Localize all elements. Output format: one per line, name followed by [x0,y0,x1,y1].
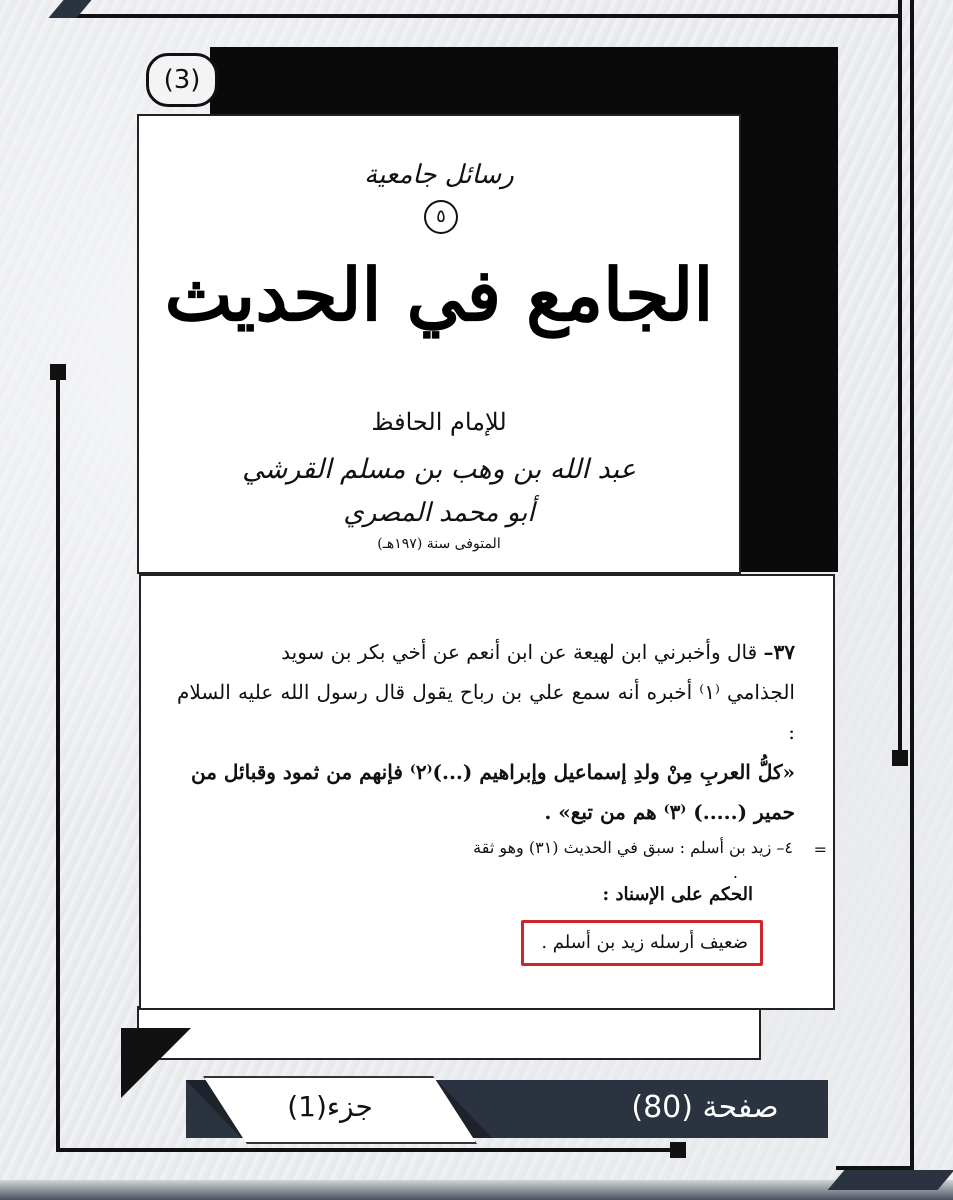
juz-label: جزء(1) [287,1090,373,1123]
ruling-highlight-box: ضعيف أرسله زيد بن أسلم . [521,920,763,966]
page-label: صفحة (80) [631,1090,779,1125]
frame-line-left [56,380,60,1150]
hadith-number: ٣٧– [763,640,795,664]
book-cover-image [137,114,741,574]
footnote-continuation-mark: = [813,840,827,859]
series-number: ٥ [424,200,458,234]
author-prefix: للإمام الحافظ [371,408,507,436]
book-title: الجامع في الحديث [164,252,714,337]
book-page-excerpt [139,574,835,1010]
series-title: رسائل جامعية [364,160,514,190]
frame-square-right [892,750,908,766]
frame-square-left [50,364,66,380]
frame-line-bottom [56,1148,676,1152]
frame-line-right [898,0,902,750]
hadith-line-4 [177,792,795,832]
footnote-line-1: ٤– زيد بن أسلم : سبق في الحديث (٣١) وهو ثقة [473,838,793,857]
frame-line-right-outer [910,0,914,1180]
bottom-triangle-decoration [121,1028,191,1098]
page-number-badge: (3) [146,53,218,107]
death-year: المتوفى سنة (١٩٧هـ) [377,536,501,552]
footer-fade [0,1180,953,1200]
page-shadow-sheet [137,1006,761,1060]
hadith-text [177,632,795,832]
footnote-line-2: . [732,863,738,882]
hadith-line-4-text: حمير (.....) ⁽٣⁾ هم من تبع» . [544,800,795,824]
ruling-heading: الحكم على الإسناد : [602,884,753,905]
author-kunya: أبو محمد المصري [343,498,535,528]
hadith-line-3-text: «كلُّ العربِ مِنْ ولدِ إسماعيل وإبراهيم (...)⁽٢⁾ فإنهم من ثمود وقبائل من [191,760,795,784]
hadith-line-2: الجذامي ⁽١⁾ أخبره أنه سمع علي بن رباح يقول قال رسول الله عليه السلام : [177,680,795,744]
frame-square-bottom [670,1142,686,1158]
hadith-line-1 [177,632,795,672]
hadith-line-3 [177,752,795,792]
author-name: عبد الله بن وهب بن مسلم القرشي [242,454,636,485]
corner-decoration-bottom-right [828,1170,953,1190]
frame-line-top [70,14,900,18]
hadith-line-1-text: قال وأخبرني ابن لهيعة عن ابن أنعم عن أخي بكر بن سويد [281,640,758,664]
